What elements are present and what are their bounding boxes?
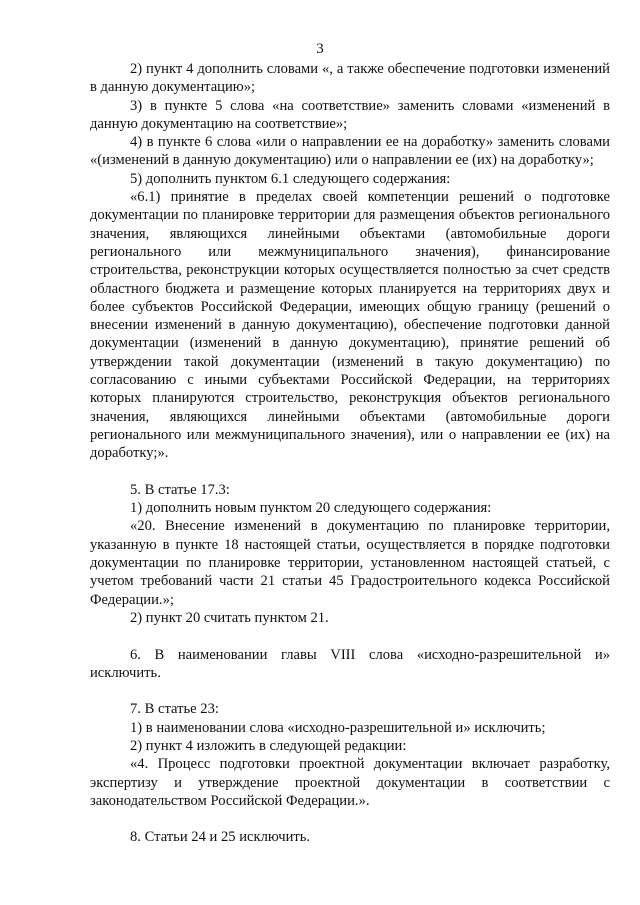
page-number: 3: [316, 41, 324, 57]
paragraph-item-4: 4) в пункте 6 слова «или о направлении ее на доработку» заменить словами «(изменений в данную документацию) или о направлении ее (их) на доработку»;: [90, 134, 610, 169]
section-8-text: 8. Статьи 24 и 25 исключить.: [130, 829, 311, 846]
paragraph-item-6-1-text: «6.1) принятие в пределах своей компетенции решений о подготовке документации по планировке территории для размещения объектов регионального значения, являющихся линейными объектами (автомобильные дороги регионального или межмуниципального значения), финансирование строительства, реконструкции которых осуществляется полностью за счет средств областного бюджета и размещение которых планируется на территориях двух и более субъектов Российской Федерации, имеющих общую границу (решений о внесении изменений в данную документацию), обеспечение подготовки данной документации (изменений в данную документацию), принятие решений об утверждении такой документации (изменений в такую документацию) по согласованию с иными субъектами Российской Федерации, на территориях которых планируются строительство, реконструкция объектов регионального значения, являющихся линейными объектами (автомобильные дороги регионального или межмуниципального значения), или о направлении ее (их) на доработку;».: [90, 189, 610, 462]
section-5-heading: 5. В статье 17.3:: [130, 481, 230, 498]
section-spacer: [90, 682, 610, 700]
paragraph-item-3: 3) в пункте 5 слова «на соответствие» заменить словами «изменений в данную документацию на соответствие»;: [90, 97, 610, 132]
section-6-text: 6. В наименовании главы VIII слова «исходно-разрешительной и» исключить.: [90, 646, 610, 681]
section-7-item-1: 1) в наименовании слова «исходно-разрешительной и» исключить;: [130, 719, 546, 736]
section-5-item-20-text: «20. Внесение изменений в документацию по планировке территории, указанную в пункте 18 настоящей статьи, осуществляется в порядке подготовки документации по планировке территории, установленном настоящей статьей, с учетом требований части 21 статьи 45 Градостроительного кодекса Российской Федерации.»;: [90, 518, 610, 608]
paragraph-item-5: 5) дополнить пунктом 6.1 следующего содержания:: [130, 170, 451, 187]
section-7-item-2: 2) пункт 4 изложить в следующей редакции:: [130, 737, 407, 754]
section-spacer: [90, 810, 610, 828]
section-7-item-4-text: «4. Процесс подготовки проектной документации включает разработку, экспертизу и утверждение проектной документации в соответствии с законодательством Российской Федерации.».: [90, 756, 610, 809]
document-body: [90, 60, 610, 847]
section-spacer: [90, 627, 610, 645]
paragraph-item-2: 2) пункт 4 дополнить словами «, а также обеспечение подготовки изменений в данную документацию»;: [90, 61, 610, 96]
section-7-heading: 7. В статье 23:: [130, 701, 219, 718]
section-5-item-1: 1) дополнить новым пунктом 20 следующего содержания:: [130, 500, 492, 517]
section-5-item-2: 2) пункт 20 считать пунктом 21.: [130, 609, 329, 626]
section-spacer: [90, 463, 610, 481]
